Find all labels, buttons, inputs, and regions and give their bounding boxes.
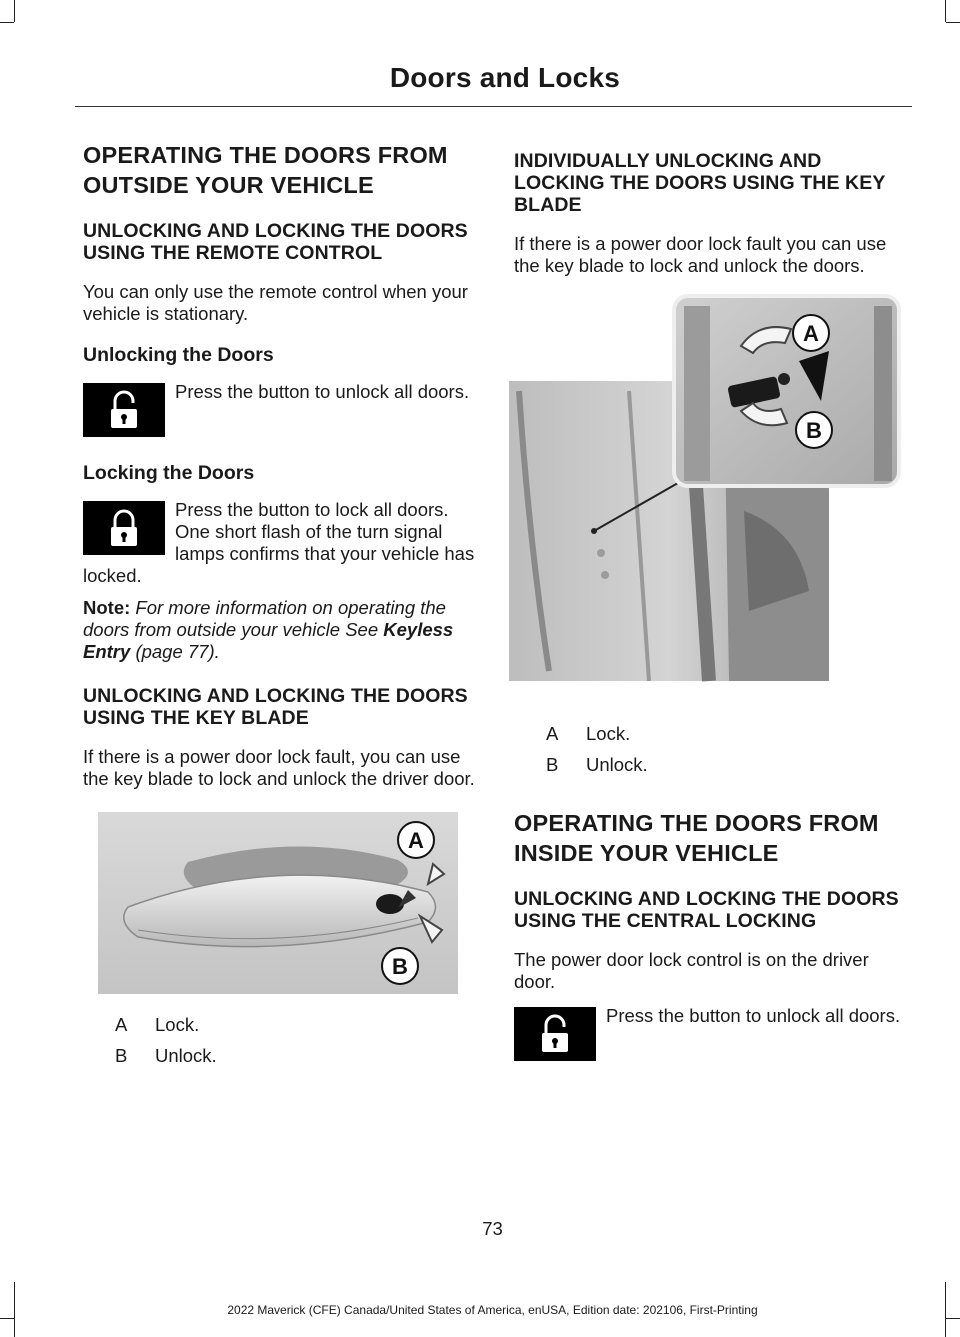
central-locking-text: The power door lock control is on the driver door. xyxy=(514,949,869,992)
individual-key-blade-legend xyxy=(514,723,906,776)
individual-key-blade-text: If there is a power door lock fault you can use the key blade to lock and unlock the doors. xyxy=(514,233,887,276)
key-blade-legend xyxy=(83,1014,475,1067)
page-footer: 2022 Maverick (CFE) Canada/United States of America, enUSA, Edition date: 202106, First-Printing xyxy=(227,1303,758,1317)
figure-label-b: B xyxy=(806,418,822,443)
note-page-ref[interactable]: (page 77). xyxy=(135,641,220,662)
door-handle-figure xyxy=(98,812,458,994)
unlock-instruction xyxy=(83,381,475,441)
header-divider xyxy=(75,106,912,107)
crop-mark xyxy=(0,22,14,23)
central-unlock-instruction xyxy=(514,1005,906,1065)
note-label: Note: xyxy=(83,597,131,618)
unlocking-doors-heading: Unlocking the Doors xyxy=(83,344,274,366)
legend-row xyxy=(83,1045,475,1067)
keyless-entry-link[interactable]: Keyless Entry xyxy=(83,619,454,662)
central-unlock-text: Press the button to unlock all doors. xyxy=(606,1005,901,1026)
crop-mark xyxy=(0,1318,14,1319)
unlock-instruction-text: Press the button to unlock all doors. xyxy=(175,381,470,402)
page-header-title: Doors and Locks xyxy=(389,62,620,93)
key-blade-text: If there is a power door lock fault, you can use the key blade to lock and unlock the driver door. xyxy=(83,746,475,789)
key-blade-heading: UNLOCKING AND LOCKING THE DOORS USING THE KEY BLADE xyxy=(83,685,468,729)
note-paragraph xyxy=(83,597,475,663)
lock-instruction-text: Press the button to lock all doors. One short flash of the turn signal lamps confirms that your vehicle has locked. xyxy=(83,499,475,586)
lock-instruction xyxy=(83,499,475,587)
crop-mark xyxy=(14,0,15,22)
figure-label-a: A xyxy=(803,321,819,346)
remote-control-intro: You can only use the remote control when your vehicle is stationary. xyxy=(83,281,468,324)
unlock-padlock-icon xyxy=(83,383,165,437)
central-locking-heading: UNLOCKING AND LOCKING THE DOORS USING THE CENTRAL LOCKING xyxy=(514,888,899,932)
lock-padlock-icon xyxy=(83,501,165,555)
legend-value: Unlock. xyxy=(155,1045,217,1066)
legend-value: Unlock. xyxy=(586,754,648,775)
legend-value: Lock. xyxy=(155,1014,200,1035)
section-title-inside: OPERATING THE DOORS FROM INSIDE YOUR VEHICLE xyxy=(514,810,879,866)
remote-control-heading: UNLOCKING AND LOCKING THE DOORS USING THE REMOTE CONTROL xyxy=(83,220,468,264)
individual-key-blade-heading: INDIVIDUALLY UNLOCKING AND LOCKING THE DOORS USING THE KEY BLADE xyxy=(514,150,886,216)
section-title-outside: OPERATING THE DOORS FROM OUTSIDE YOUR VEHICLE xyxy=(83,142,448,198)
crop-mark xyxy=(946,22,960,23)
legend-key: A xyxy=(546,723,559,744)
page-number: 73 xyxy=(482,1218,503,1239)
left-column xyxy=(83,140,475,1076)
legend-row xyxy=(83,1014,475,1036)
locking-doors-heading: Locking the Doors xyxy=(83,462,255,484)
legend-key: B xyxy=(115,1045,128,1066)
crop-mark xyxy=(945,0,946,22)
note-text: For more information on operating the doors from outside your vehicle See xyxy=(83,597,446,640)
unlock-padlock-icon xyxy=(514,1007,596,1061)
legend-key: B xyxy=(546,754,559,775)
crop-mark xyxy=(946,1318,960,1319)
figure-label-b: B xyxy=(392,954,408,979)
legend-value: Lock. xyxy=(586,723,631,744)
legend-row xyxy=(514,723,906,745)
door-lock-cylinder-figure xyxy=(509,291,904,691)
figure-label-a: A xyxy=(408,828,424,853)
legend-key: A xyxy=(115,1014,128,1035)
legend-row xyxy=(514,754,906,776)
right-column xyxy=(514,150,906,1085)
